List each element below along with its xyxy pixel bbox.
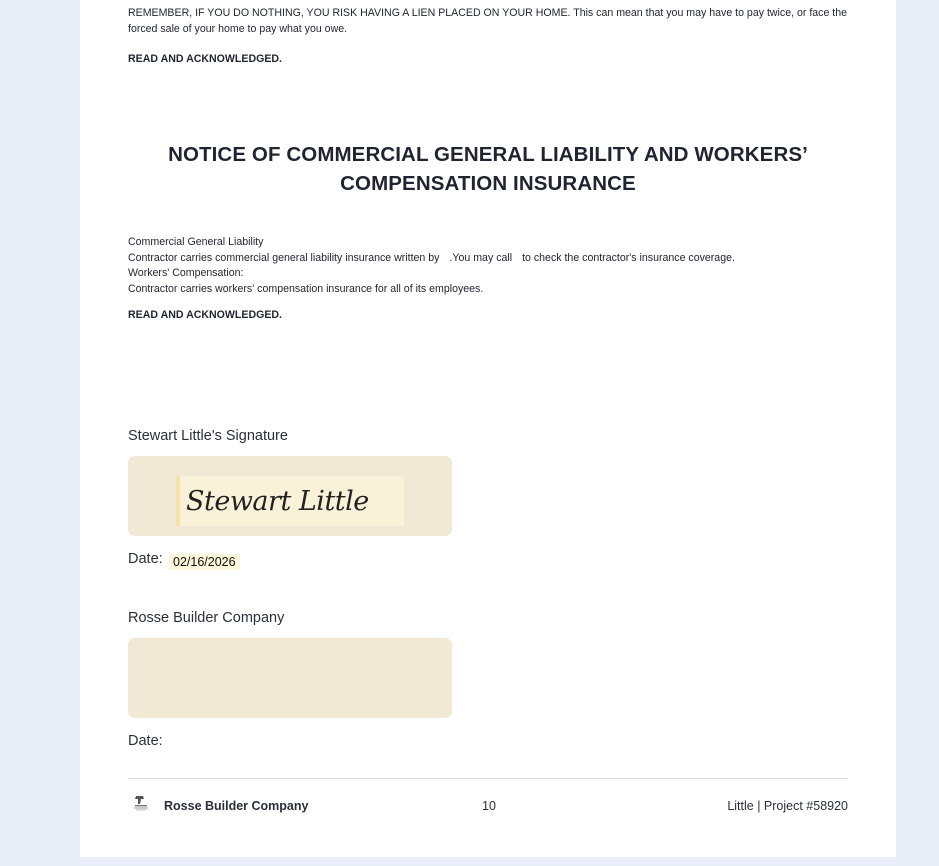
owner-date-label: Date: <box>128 551 163 567</box>
document-page <box>80 0 896 857</box>
contractor-signature-label: Rosse Builder Company <box>128 610 285 626</box>
cgl-text-part-a: Contractor carries commercial general liability insurance written by <box>128 251 440 264</box>
owner-signature-drawing <box>182 478 402 524</box>
owner-date-field[interactable]: 02/16/2026 <box>169 554 240 570</box>
footer-company-name: Rosse Builder Company <box>164 799 309 813</box>
insurance-acknowledged-text: READ AND ACKNOWLEDGED. <box>128 309 282 321</box>
cgl-heading: Commercial General Liability <box>128 236 264 248</box>
wc-heading: Workers' Compensation: <box>128 267 244 279</box>
contractor-date-label: Date: <box>128 733 163 749</box>
contractor-signature-field[interactable] <box>128 638 452 718</box>
owner-signature-text: Stewart Little <box>186 486 369 517</box>
insurance-notice-body <box>128 235 852 297</box>
footer-project-label: Little | Project #58920 <box>727 799 848 813</box>
cgl-text <box>128 251 852 267</box>
footer-page-number: 10 <box>482 799 496 813</box>
hammer-logo-icon <box>132 793 150 818</box>
wc-text: Contractor carries workers' compensation insurance for all of its employees. <box>128 282 484 295</box>
cgl-text-part-b: .You may call <box>449 251 513 264</box>
footer-divider <box>128 778 848 779</box>
insurance-notice-title: NOTICE OF COMMERCIAL GENERAL LIABILITY AND WORKERS’ COMPENSATION INSURANCE <box>168 143 808 195</box>
lien-acknowledged-text: READ AND ACKNOWLEDGED. <box>128 53 282 65</box>
cgl-text-part-c: to check the contractor's insurance coverage. <box>522 251 735 264</box>
owner-signature-image <box>176 476 404 526</box>
lien-warning-text: REMEMBER, IF YOU DO NOTHING, YOU RISK HAVING A LIEN PLACED ON YOUR HOME. This can mean that you may have to pay twice, or face the forced sale of your home to pay what you owe. <box>128 7 848 35</box>
owner-signature-label: Stewart Little's Signature <box>128 428 288 444</box>
owner-signature-field[interactable] <box>128 456 452 536</box>
